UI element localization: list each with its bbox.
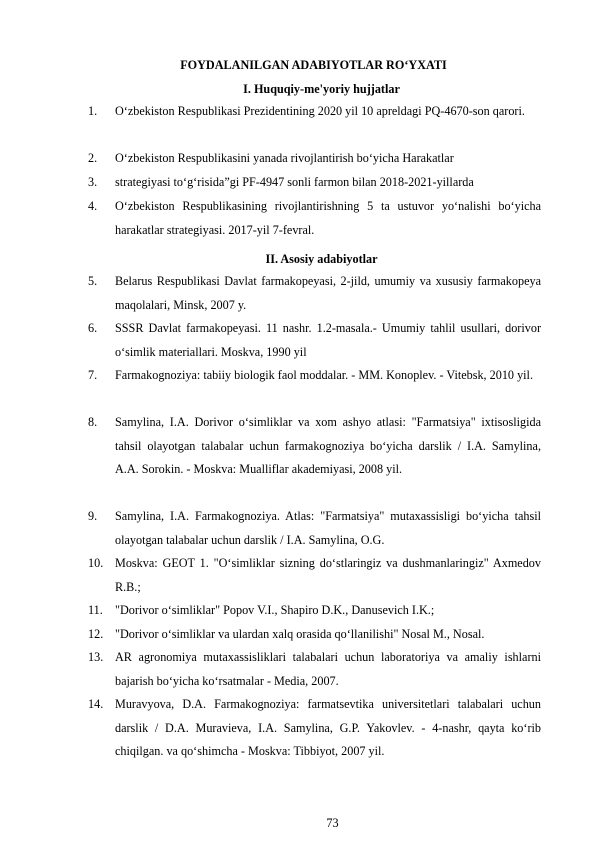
item-text: O‘zbekiston Respublikasining rivojlantirishning 5 ta ustuvor yo‘nalishi bo‘yicha harakatlar strategiyasi. 2017-yil 7-fevral. [115, 199, 541, 237]
item-number: 3. [88, 175, 98, 189]
item-text: AR agronomiya mutaxassisliklari talabalari uchun laboratoriya va amaliy ishlarni bajarish bo‘yicha ko‘rsatmalar - Media, 2007. [115, 650, 541, 688]
item-number: 10. [88, 556, 104, 570]
item-number: 2. [88, 151, 98, 165]
page-number: 73 [326, 816, 339, 830]
list-item [88, 171, 541, 195]
page-title: FOYDALANILGAN ADABIYOTLAR RO‘YXATI [180, 58, 447, 72]
item-text: "Dorivor o‘simliklar" Popov V.I., Shapiro D.K., Danusevich I.K.; [115, 603, 435, 617]
section-heading-main-literature: II. Asosiy adabiyotlar [265, 252, 378, 266]
item-text: Farmakognoziya: tabiiy biologik faol moddalar. - MM. Konoplev. - Vitebsk, 2010 yil. [115, 368, 533, 382]
list-item [88, 693, 541, 764]
item-text: "Dorivor o‘simliklar va ulardan xalq orasida qo‘llanilishi" Nosal M., Nosal. [115, 627, 485, 641]
list-item [88, 195, 541, 242]
item-number: 7. [88, 368, 98, 382]
item-number: 8. [88, 415, 98, 429]
list-item [88, 317, 541, 364]
list-item [88, 505, 541, 552]
list-item [88, 552, 541, 599]
item-text: strategiyasi to‘g‘risida”gi PF-4947 sonli farmon bilan 2018-2021-yillarda [115, 175, 474, 189]
item-number: 14. [88, 697, 104, 711]
item-number: 5. [88, 274, 98, 288]
item-text: O‘zbekiston Respublikasi Prezidentining 2020 yil 10 apreldagi PQ-4670-son qarori. [115, 104, 525, 118]
list-item [88, 646, 541, 693]
item-number: 6. [88, 321, 98, 335]
item-text: O‘zbekiston Respublikasini yanada rivojlantirish bo‘yicha Harakatlar [115, 151, 454, 165]
list-item [88, 100, 541, 124]
section-heading-legal: I. Huquqiy-me'yoriy hujjatlar [243, 82, 400, 96]
list-item [88, 364, 541, 388]
item-text: Samylina, I.A. Dorivor o‘simliklar va xom ashyo atlasi: "Farmatsiya" ixtisosligida tahsil olayotgan talabalar uchun farmakognoziya bo‘yicha darslik / I.A. Samylina, A.A. Sorokin. - Moskva: Mualliflar akademiyasi, 2008 yil. [115, 415, 541, 476]
item-text: Muravyova, D.A. Farmakognoziya: farmatsevtika universitetlari talabalari uchun darslik / D.A. Muravieva, I.A. Samylina, G.P. Yakovlev. - 4-nashr, qayta ko‘rib chiqilgan. va qo‘shimcha - Moskva: Tibbiyot, 2007 yil. [115, 697, 541, 758]
item-number: 9. [88, 509, 98, 523]
list-item [88, 411, 541, 482]
list-item [88, 623, 541, 647]
list-item [88, 599, 541, 623]
item-text: Belarus Respublikasi Davlat farmakopeyasi, 2-jild, umumiy va xususiy farmakopeya maqolalari, Minsk, 2007 y. [115, 274, 541, 312]
list-item [88, 270, 541, 317]
item-number: 13. [88, 650, 104, 664]
item-number: 12. [88, 627, 104, 641]
item-text: Moskva: GEOT 1. "O‘simliklar sizning do‘stlaringiz va dushmanlaringiz" Axmedov R.B.; [115, 556, 541, 594]
item-number: 1. [88, 104, 98, 118]
list-item [88, 147, 541, 171]
item-text: SSSR Davlat farmakopeyasi. 11 nashr. 1.2-masala.- Umumiy tahlil usullari, dorivor o‘simlik materiallari. Moskva, 1990 yil [115, 321, 541, 359]
item-number: 4. [88, 199, 98, 213]
item-text: Samylina, I.A. Farmakognoziya. Atlas: "Farmatsiya" mutaxassisligi bo‘yicha tahsil olayotgan talabalar uchun darslik / I.A. Samylina, O.G. [115, 509, 541, 547]
item-number: 11. [88, 603, 103, 617]
